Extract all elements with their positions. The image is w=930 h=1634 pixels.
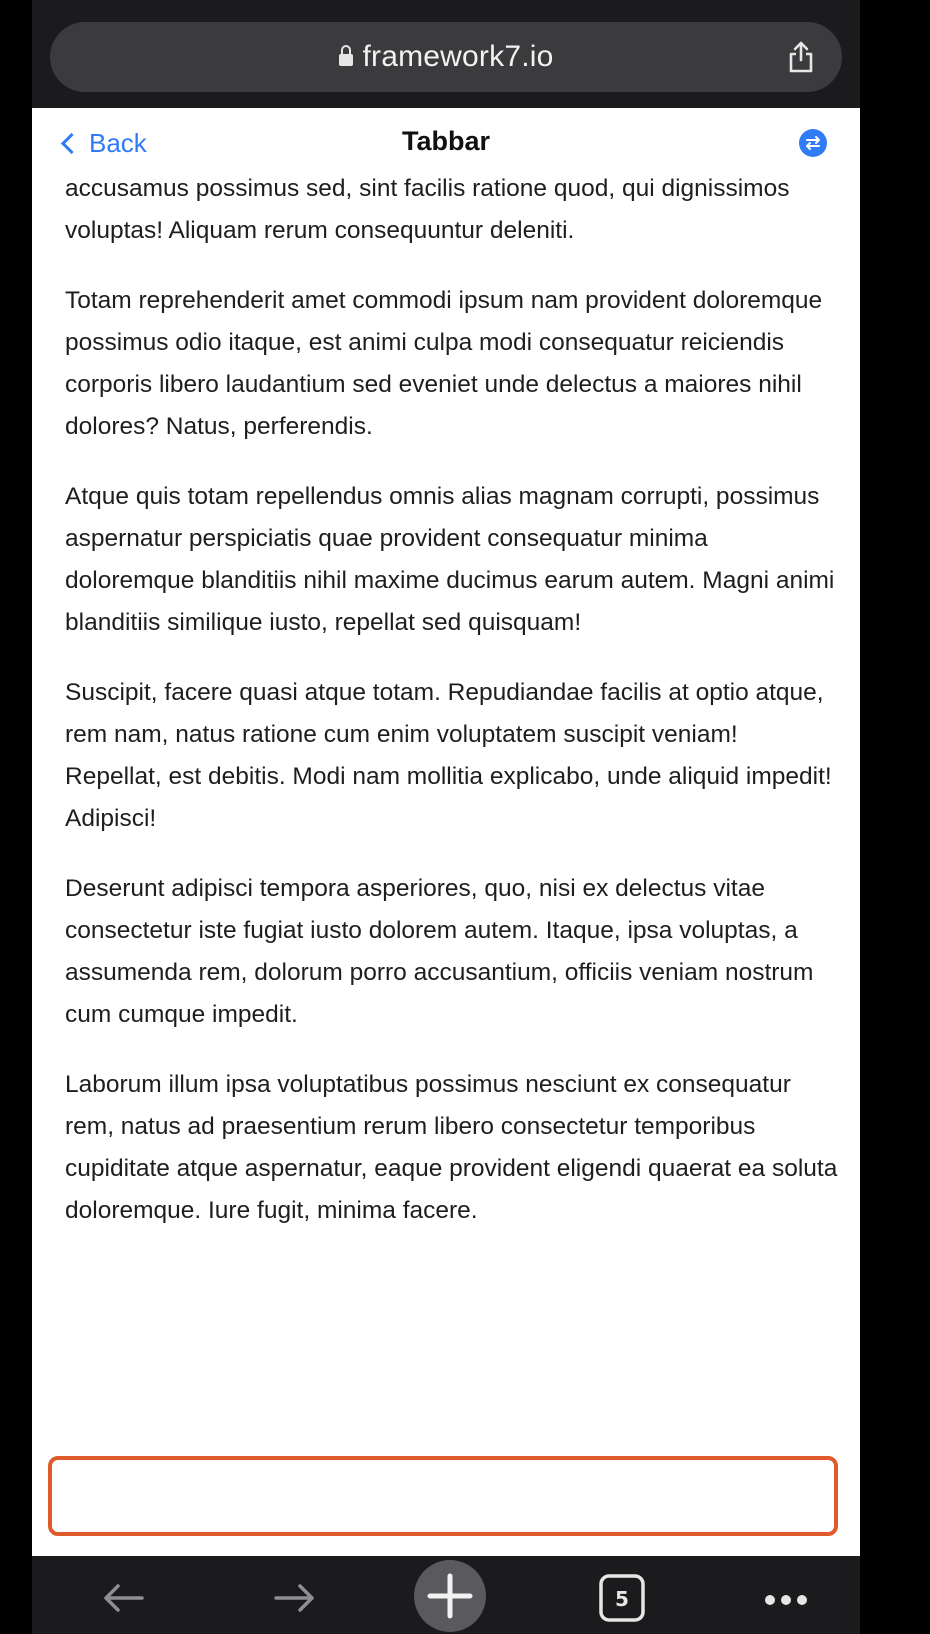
- more-icon[interactable]: [754, 1568, 814, 1628]
- paragraph: Suscipit, facere quasi atque totam. Repudiandae facilis at optio atque, rem nam, natus ratione cum enim voluptatem suscipit veniam! Repellat, est debitis. Modi nam mollitia explicabo, unde aliquid impedit! Adipisci!: [65, 679, 832, 832]
- tabs-icon[interactable]: [592, 1568, 652, 1628]
- share-icon[interactable]: [786, 40, 816, 74]
- page-content: [65, 168, 840, 1260]
- phone-screen: [32, 0, 860, 1634]
- page-title: Tabbar: [401, 126, 490, 156]
- tabs-count: 5: [615, 1587, 629, 1611]
- plus-icon[interactable]: [412, 1558, 488, 1634]
- paragraph: Deserunt adipisci tempora asperiores, quo, nisi ex delectus vitae consectetur iste fugiat iusto dolorem autem. Itaque, ipsa voluptas, a assumenda rem, dolorum porro accusantium, officiis veniam nostrum cum cumque impedit.: [65, 875, 814, 1028]
- browser-bottom-toolbar: [32, 1556, 860, 1634]
- swap-icon[interactable]: [798, 128, 828, 158]
- arrow-left-icon[interactable]: [94, 1568, 154, 1628]
- lock-icon: [339, 54, 353, 66]
- url-text: framework7.io: [362, 40, 554, 73]
- arrow-right-icon[interactable]: [264, 1568, 324, 1628]
- address-bar[interactable]: [50, 22, 842, 92]
- browser-top-bar: [32, 0, 860, 108]
- paragraph: accusamus possimus sed, sint facilis ratione quod, qui dignissimos voluptas! Aliquam rerum consequuntur deleniti.: [65, 175, 790, 244]
- address-text-wrap: [50, 22, 842, 92]
- paragraph: Laborum illum ipsa voluptatibus possimus nesciunt ex consequatur rem, natus ad praesentium rerum libero consectetur temporibus cupiditate atque aspernatur, eaque provident eligendi quaerat ea soluta doloremque. Iure fugit, minima facere.: [65, 1071, 838, 1224]
- paragraph: Atque quis totam repellendus omnis alias magnam corrupti, possimus aspernatur perspiciatis quae provident consequatur minima doloremque blanditiis nihil maxime ducimus earum autem. Magni animi blanditiis similique iusto, repellat sed quisquam!: [65, 483, 835, 636]
- paragraph: Totam reprehenderit amet commodi ipsum nam provident doloremque possimus odio itaque, est animi culpa modi consequatur reiciendis corporis libero laudantium sed eveniet unde delectus a maiores nihil dolores? Natus, perferendis.: [65, 287, 823, 440]
- back-label: Back: [89, 128, 147, 158]
- highlighted-tabbar-area[interactable]: [48, 1456, 838, 1536]
